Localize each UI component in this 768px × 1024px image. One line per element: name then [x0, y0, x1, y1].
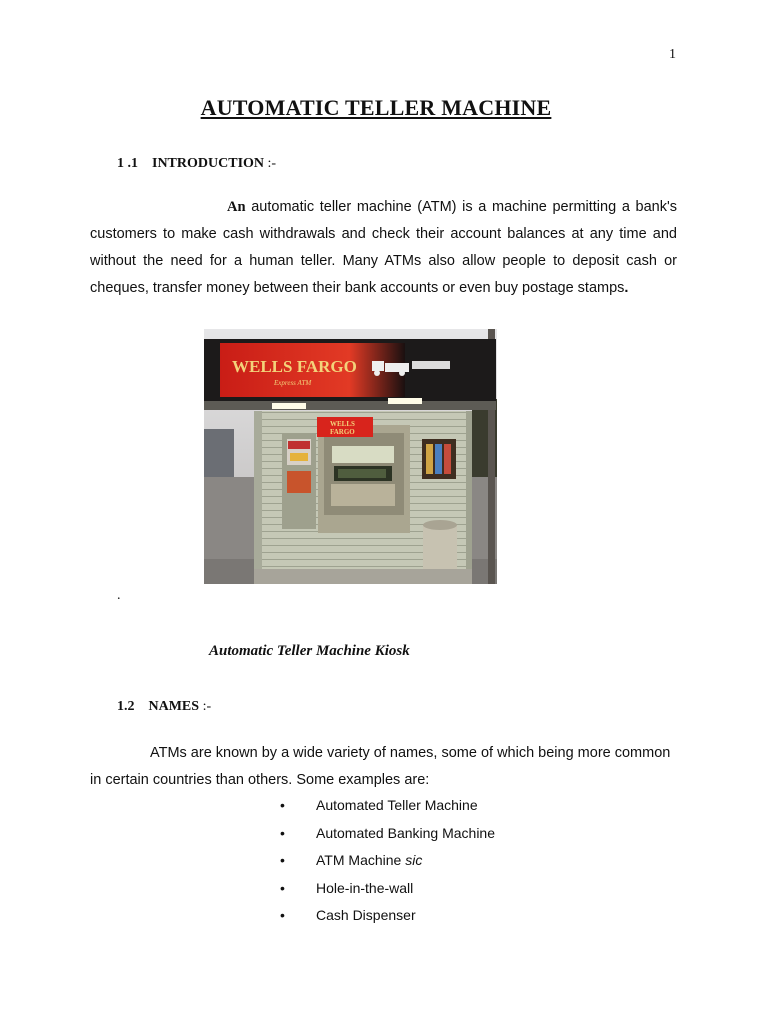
page-title: AUTOMATIC TELLER MACHINE [200, 95, 552, 120]
section-number: 1.2 [117, 699, 135, 714]
page-number: 1 [669, 47, 676, 62]
list-item-text: Automated Banking Machine [316, 824, 495, 841]
list-item: • Automated Teller Machine [280, 797, 478, 813]
list-item-text: Hole-in-the-wall [316, 879, 414, 896]
list-item-text: ATM Machine [316, 852, 402, 868]
list-item-note: sic [405, 852, 423, 868]
section-title: INTRODUCTION [152, 156, 265, 171]
section-number: 1 .1 [117, 156, 138, 171]
end-mark: . [624, 280, 629, 296]
section-heading-introduction [117, 156, 276, 172]
names-text: ATMs are known by a wide variety of names, some of which being more common in certain countries than others. Some examples are: [90, 745, 671, 788]
names-list [276, 792, 495, 930]
names-paragraph [90, 740, 677, 794]
list-item: • ATM Machine sic [280, 852, 423, 868]
list-item: • Hole-in-the-wall [280, 879, 414, 896]
section-suffix: :- [264, 156, 277, 171]
sign-brand: WELLS FARGO [232, 357, 357, 376]
introduction-text: automatic teller machine (ATM) is a machine permitting a bank's customers to make cash withdrawals and check their account balances at any time and without the need for a human teller. Many ATMs also allow people to deposit cash or cheques, transfer money between their bank accounts or even buy postage stamps [90, 199, 678, 296]
list-item: • Automated Banking Machine [280, 824, 495, 841]
section-title: NAMES [148, 699, 200, 714]
atm-kiosk-photo [204, 329, 497, 584]
list-item: • Cash Dispenser [280, 907, 416, 923]
panel-text-1: WELLS [330, 420, 355, 428]
list-item-text: Automated Teller Machine [316, 797, 478, 813]
sign-subtext: Express ATM [274, 379, 312, 387]
stray-mark: . [117, 588, 121, 603]
lead-word: An [227, 199, 246, 215]
panel-text-2: FARGO [330, 428, 355, 436]
section-suffix: :- [199, 699, 212, 714]
list-item-text: Cash Dispenser [316, 907, 416, 923]
introduction-paragraph [90, 194, 677, 302]
section-heading-names [117, 699, 211, 715]
figure-caption: Automatic Teller Machine Kiosk [209, 643, 410, 659]
